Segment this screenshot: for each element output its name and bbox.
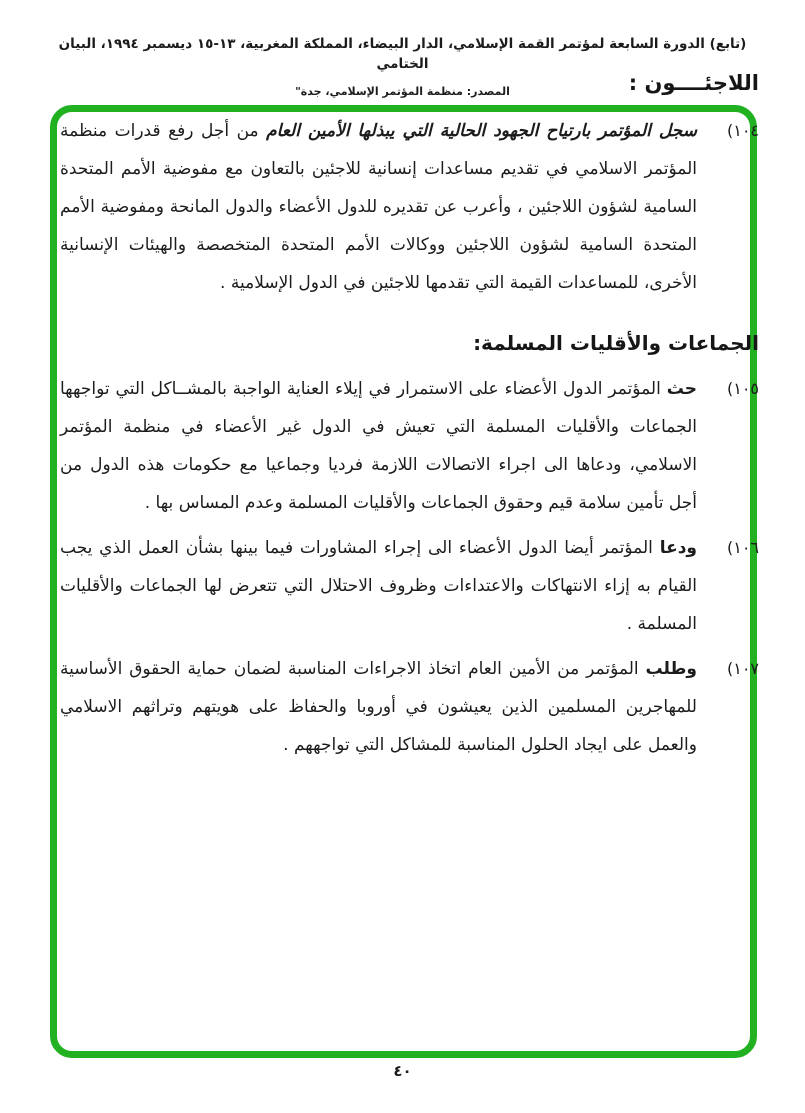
paragraph-104	[60, 112, 759, 302]
page-number: ٤٠	[393, 1062, 412, 1080]
paragraph-105-rest: المؤتمر الدول الأعضاء على الاستمرار في إيلاء العناية الواجبة بالمشــاكل التي تواجهها الجماعات والأقليات المسلمة التي تعيش في الدول غير الأعضاء في منظمة المؤتمر الاسلامي، ودعاها الى اجراء الاتصالات اللازمة فرديا وجماعيا مع حكومات هذه الدول من أجل تأمين سلامة قيم وحقوق الجماعات والأقليات المسلمة وعدم المساس بها .	[60, 379, 697, 513]
section-heading-refugees: اللاجئــــون :	[628, 71, 759, 95]
paragraph-106	[60, 529, 759, 643]
paragraph-105-lead: حث	[666, 379, 698, 399]
paragraph-106-lead: ودعا	[659, 538, 697, 558]
paragraph-105	[60, 370, 759, 522]
header-title-line: (تابع) الدورة السابعة لمؤتمر القمة الإسلامي، الدار البيضاء، المملكة المغربية، ١٣-١٥ ديسمبر ١٩٩٤، البيان الختامي	[58, 36, 747, 72]
paragraph-104-rest: من أجل رفع قدرات منظمة المؤتمر الاسلامي في تقديم مساعدات إنسانية للاجئين بالتعاون مع مفوضية الأمم المتحدة السامية لشؤون اللاجئين ، وأعرب عن تقديره للدول الأعضاء والدول المانحة ومفوضية الأمم المتحدة السامية لشؤون اللاجئين ووكالات الأمم المتحدة المتخصصة والهيئات الإنسانية الأخرى، للمساعدات القيمة التي تقدمها للاجئين في الدول الإسلامية .	[60, 121, 697, 293]
paragraph-104-number: ١٠٤)	[726, 121, 759, 140]
paragraph-107-text	[60, 650, 697, 764]
paragraph-105-number: ١٠٥)	[726, 379, 759, 398]
paragraph-107	[60, 650, 759, 764]
paragraph-104-lead: سجل المؤتمر بارتياح الجهود الحالية التي يبذلها الأمين العام	[266, 121, 697, 141]
document-body	[60, 68, 759, 771]
paragraph-106-rest: المؤتمر أيضا الدول الأعضاء الى إجراء المشاورات فيما بينها بشأن العمل الذي يجب القيام به إزاء الانتهاكات والاعتداءات وظروف الاحتلال التي تتعرض لها الجماعات والأقليات المسلمة .	[60, 538, 697, 634]
paragraph-107-number: ١٠٧)	[726, 659, 759, 678]
paragraph-105-text	[60, 370, 697, 522]
paragraph-107-lead: وطلب	[645, 659, 697, 679]
paragraph-106-number: ١٠٦)	[726, 538, 759, 557]
paragraph-107-rest: المؤتمر من الأمين العام اتخاذ الاجراءات المناسبة لضمان حماية الحقوق الأساسية للمهاجرين المسلمين الذين يعيشون في أوروبا والحفاظ على هويتهم وتراثهم الاسلامي والعمل على ايجاد الحلول المناسبة للمشاكل التي تواجههم .	[60, 659, 697, 755]
paragraph-106-text	[60, 529, 697, 643]
header-source-line: المصدر: منظمة المؤتمر الإسلامي، جدة"	[295, 85, 510, 98]
section-heading-muslim-minorities: الجماعات والأقليات المسلمة:	[473, 331, 759, 355]
paragraph-104-text	[60, 112, 697, 302]
